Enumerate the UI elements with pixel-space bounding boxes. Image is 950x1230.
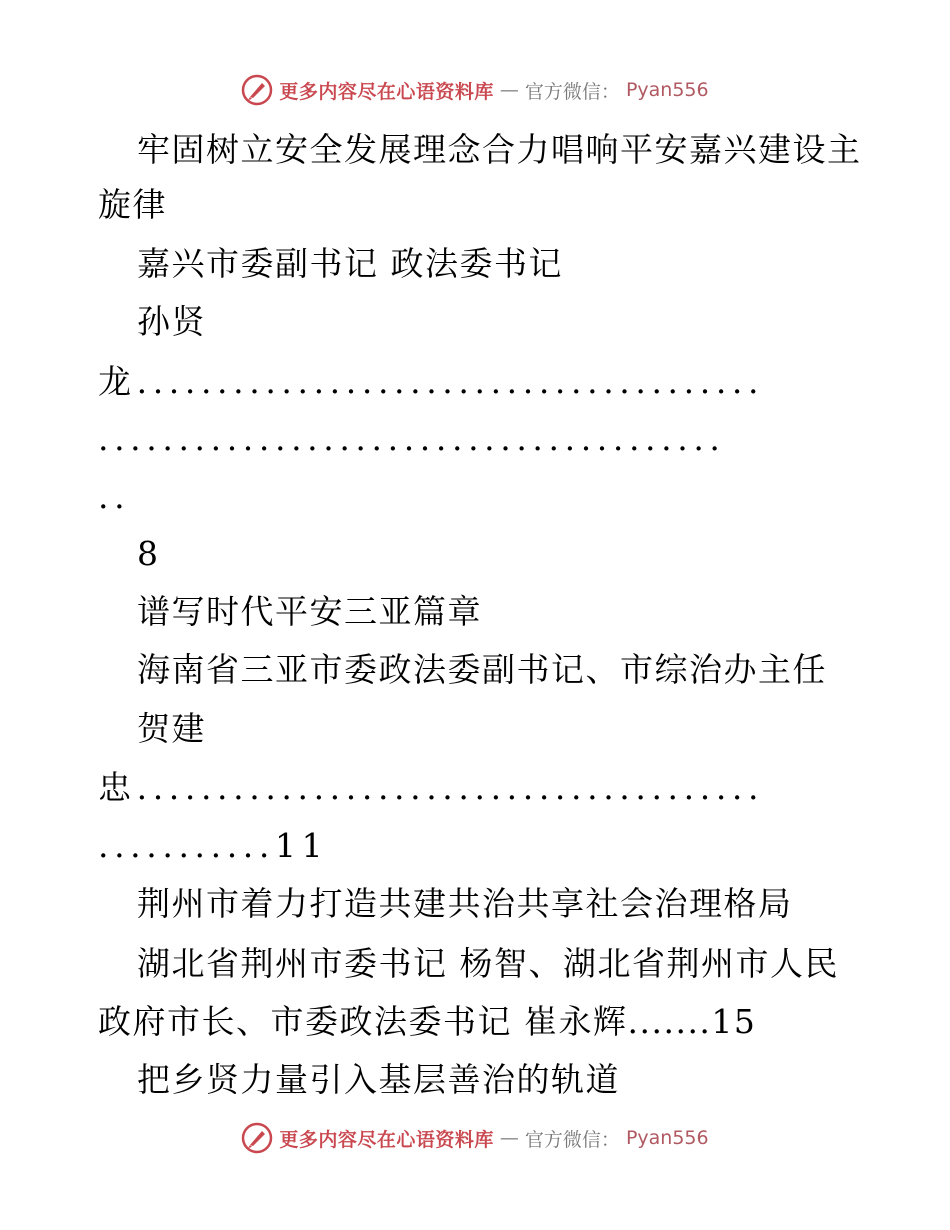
watermark-official-label: 官方微信： <box>524 1128 620 1151</box>
toc-entry-title-2: 谱写时代平安三亚篇章 <box>137 592 482 631</box>
toc-entry-author-2-name: 贺建 <box>137 709 206 748</box>
quill-pen-logo-icon <box>241 1122 273 1154</box>
toc-entry-title-1: 牢固树立安全发展理念合力唱响平安嘉兴建设主 <box>137 130 862 169</box>
watermark-text: 更多内容尽在心语资料库 <box>279 1128 494 1151</box>
header-watermark <box>0 70 950 110</box>
toc-entry-author-1: 嘉兴市委副书记 政法委书记 <box>137 244 563 283</box>
watermark-separator: — <box>499 1127 519 1149</box>
quill-pen-logo-icon <box>241 74 273 106</box>
toc-entry-author-2: 海南省三亚市委政法委副书记、市综治办主任 <box>137 650 827 689</box>
toc-entry-author-3: 湖北省荆州市委书记 杨智、湖北省荆州市人民 <box>137 944 839 983</box>
toc-entry-title-3: 荆州市着力打造共建共治共享社会治理格局 <box>137 884 793 923</box>
toc-leader-line: ....................................... <box>98 419 726 458</box>
toc-leader-line: .. <box>98 477 131 516</box>
watermark-wechat-id: Pyan556 <box>625 1127 709 1149</box>
toc-leader-line-page: ...........11 <box>98 826 329 865</box>
toc-entry-author-3-cont: 政府市长、市委政法委书记 崔永辉.......15 <box>98 1002 757 1041</box>
toc-page-number: 8 <box>137 534 160 573</box>
watermark-official-label: 官方微信： <box>524 80 620 103</box>
toc-leader-line: 龙....................................... <box>98 362 765 401</box>
watermark-text: 更多内容尽在心语资料库 <box>279 80 494 103</box>
toc-entry-title-4: 把乡贤力量引入基层善治的轨道 <box>137 1060 620 1099</box>
watermark-separator: — <box>499 79 519 101</box>
toc-leader-line: 忠....................................... <box>98 768 765 807</box>
toc-entry-title-1-cont: 旋律 <box>98 185 167 224</box>
footer-watermark <box>0 1118 950 1158</box>
toc-entry-author-1-name: 孙贤 <box>137 302 206 341</box>
watermark-wechat-id: Pyan556 <box>625 79 709 101</box>
